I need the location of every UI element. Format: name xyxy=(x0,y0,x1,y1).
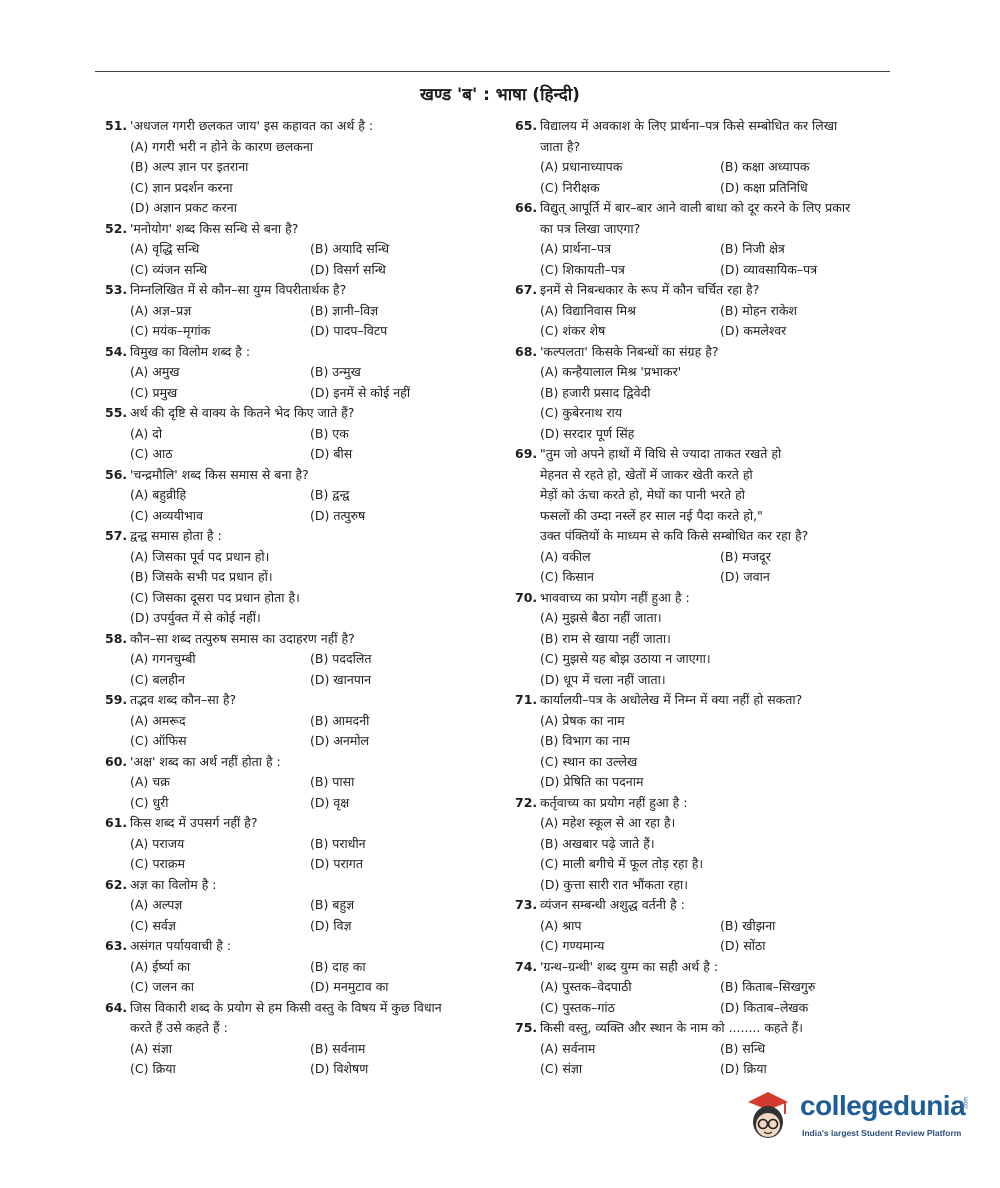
answer-option[interactable]: (B) सर्वनाम xyxy=(310,1040,366,1056)
answer-option[interactable]: (B) राम से खाया नहीं जाता। xyxy=(540,630,671,646)
question-number: 70. xyxy=(515,589,538,605)
question-text: 'अक्ष' शब्द का अर्थ नहीं होता है : xyxy=(130,753,281,769)
answer-option[interactable]: (C) आठ xyxy=(130,446,173,461)
question-number: 66. xyxy=(515,200,538,215)
question-text: 'मनोयोग' शब्द किस सन्धि से बना है? xyxy=(130,220,299,236)
answer-option[interactable]: (C) स्थान का उल्लेख xyxy=(540,753,638,769)
question-block xyxy=(105,403,505,465)
answer-option[interactable]: (C) ऑफिस xyxy=(130,733,187,748)
options-group xyxy=(515,813,905,895)
answer-option[interactable]: (A) वकील xyxy=(540,548,591,564)
graduate-mascot-icon xyxy=(744,1088,792,1140)
answer-option[interactable]: (A) विद्यानिवास मिश्र xyxy=(540,302,636,318)
question-text: 'कल्पलता' किसके निबन्धों का संग्रह है? xyxy=(540,343,719,359)
question-text: विमुख का विलोम शब्द है : xyxy=(130,343,251,359)
answer-option[interactable]: (B) पददलित xyxy=(310,651,372,666)
answer-option[interactable]: (A) अल्पज्ञ xyxy=(130,897,183,912)
answer-option[interactable]: (B) अल्प ज्ञान पर इतराना xyxy=(130,159,249,174)
question-text: कर्तृवाच्य का प्रयोग नहीं हुआ है : xyxy=(540,794,688,810)
answer-option[interactable]: (A) संज्ञा xyxy=(130,1040,172,1056)
answer-option[interactable]: (C) ज्ञान प्रदर्शन करना xyxy=(130,179,233,195)
answer-option[interactable]: (A) चक्र xyxy=(130,774,170,789)
question-text: व्यंजन सम्बन्धी अशुद्ध वर्तनी है : xyxy=(540,897,685,912)
answer-option[interactable]: (C) निरीक्षक xyxy=(540,179,600,195)
question-number: 64. xyxy=(105,999,128,1015)
question-number: 75. xyxy=(515,1020,538,1035)
answer-option[interactable]: (D) कुत्ता सारी रात भौंकता रहा। xyxy=(540,876,688,892)
question-text: विद्युत् आपूर्ति में बार–बार आने वाली बाधा को दूर करने के लिए प्रकार xyxy=(540,200,851,215)
answer-option[interactable]: (A) दो xyxy=(130,425,163,441)
answer-option[interactable]: (C) पराक्रम xyxy=(130,856,185,871)
question-number: 68. xyxy=(515,343,538,359)
question-block xyxy=(515,957,905,1019)
question-line xyxy=(515,895,905,916)
question-block xyxy=(515,1018,905,1080)
question-number: 61. xyxy=(105,815,128,830)
options-group xyxy=(105,301,505,342)
question-line xyxy=(515,116,905,137)
answer-option[interactable]: (D) खानपान xyxy=(310,671,372,687)
question-number: 53. xyxy=(105,282,128,297)
answer-option[interactable]: (A) कन्हैयालाल मिश्र 'प्रभाकर' xyxy=(540,364,682,379)
question-block xyxy=(105,936,505,998)
question-number: 63. xyxy=(105,938,128,953)
answer-option[interactable]: (D) विसर्ग सन्धि xyxy=(310,261,386,277)
answer-option[interactable]: (A) गगनचुम्बी xyxy=(130,651,196,666)
question-line xyxy=(105,875,505,896)
question-number: 67. xyxy=(515,282,538,297)
question-line xyxy=(515,198,905,219)
question-block xyxy=(515,280,905,342)
answer-option[interactable]: (D) प्रेषिति का पदनाम xyxy=(540,774,644,789)
answer-option[interactable]: (B) किताब–सिखगुरु xyxy=(720,979,816,994)
answer-option[interactable]: (C) संज्ञा xyxy=(540,1061,583,1076)
answer-option[interactable]: (C) जिसका दूसरा पद प्रधान होता है। xyxy=(130,589,300,605)
answer-option[interactable]: (D) बीस xyxy=(310,446,353,461)
question-line xyxy=(105,219,505,240)
answer-option[interactable]: (B) ज्ञानी–विज्ञ xyxy=(310,302,379,318)
question-line xyxy=(515,1018,905,1039)
answer-option[interactable]: (C) कुबेरनाथ राय xyxy=(540,405,623,420)
answer-option[interactable]: (B) बहुज्ञ xyxy=(310,897,355,912)
answer-option[interactable]: (B) मोहन राकेश xyxy=(720,302,798,318)
answer-option[interactable]: (D) कक्षा प्रतिनिधि xyxy=(720,179,808,195)
question-text: 'अधजल गगरी छलकत जाय' इस कहावत का अर्थ है : xyxy=(130,118,374,133)
answer-option[interactable]: (B) दाह का xyxy=(310,958,366,974)
answer-option[interactable]: (D) जवान xyxy=(720,569,770,584)
question-text: कौन–सा शब्द तत्पुरुष समास का उदाहरण नहीं है? xyxy=(130,630,355,646)
answer-option[interactable]: (A) प्रार्थना–पत्र xyxy=(540,241,612,256)
answer-option[interactable]: (C) अव्ययीभाव xyxy=(130,507,203,523)
collegedunia-logo[interactable] xyxy=(744,1086,974,1146)
options-group xyxy=(105,834,505,875)
question-number: 57. xyxy=(105,528,128,543)
question-text: 'ग्रन्थ–ग्रन्थी' शब्द युग्म का सही अर्थ है : xyxy=(540,958,719,974)
options-group xyxy=(105,1039,505,1080)
answer-option[interactable]: (A) महेश स्कूल से आ रहा है। xyxy=(540,815,676,830)
answer-option[interactable]: (B) निजी क्षेत्र xyxy=(720,241,785,256)
answer-option[interactable]: (A) जिसका पूर्व पद प्रधान हो। xyxy=(130,548,270,564)
answer-option[interactable]: (C) धुरी xyxy=(130,794,169,810)
answer-option[interactable]: (B) जिसके सभी पद प्रधान हों। xyxy=(130,569,273,584)
question-text-continued: जाता है? xyxy=(540,138,581,154)
options-group xyxy=(105,649,505,690)
answer-option[interactable]: (D) मनमुटाव का xyxy=(310,979,389,994)
answer-option[interactable]: (D) उपर्युक्त में से कोई नहीं। xyxy=(130,610,261,625)
answer-option[interactable]: (A) प्रधानाध्यापक xyxy=(540,159,623,174)
question-text: "तुम जो अपने हाथों में विधि से ज्यादा ताकत रखते हो xyxy=(540,446,782,461)
question-text: अर्थ की दृष्टि से वाक्य के कितने भेद किए जाते हैं? xyxy=(130,405,355,420)
options-group xyxy=(515,977,905,1018)
answer-option[interactable]: (C) शंकर शेष xyxy=(540,323,606,338)
options-group xyxy=(105,424,505,465)
question-text: अज्ञ का विलोम है : xyxy=(130,876,217,892)
answer-option[interactable]: (A) पराजय xyxy=(130,835,185,851)
answer-option[interactable]: (B) सन्धि xyxy=(720,1040,766,1056)
answer-option[interactable]: (C) बलहीन xyxy=(130,671,185,687)
logo-wordmark: collegedunia xyxy=(800,1090,966,1121)
question-line xyxy=(105,629,505,650)
question-line xyxy=(515,280,905,301)
answer-option[interactable]: (C) व्यंजन सन्धि xyxy=(130,261,208,277)
question-number: 72. xyxy=(515,794,538,810)
question-text: निम्नलिखित में से कौन–सा युग्म विपरीतार्थक है? xyxy=(130,282,347,297)
question-block xyxy=(105,116,505,219)
options-group xyxy=(105,485,505,526)
answer-option[interactable]: (D) धूप में चला नहीं जाता। xyxy=(540,671,666,687)
question-number: 52. xyxy=(105,220,128,236)
options-group xyxy=(515,1039,905,1080)
header-rule xyxy=(95,71,890,72)
options-group xyxy=(105,547,505,629)
answer-option[interactable]: (C) माली बगीचे में फूल तोड़ रहा है। xyxy=(540,856,704,871)
answer-option[interactable]: (D) क्रिया xyxy=(720,1061,767,1076)
answer-option[interactable]: (D) पादप–विटप xyxy=(310,323,388,338)
question-block xyxy=(105,526,505,629)
answer-option[interactable]: (C) मयंक–मृगांक xyxy=(130,323,211,338)
question-line xyxy=(105,280,505,301)
options-group xyxy=(515,301,905,342)
question-block xyxy=(105,465,505,527)
question-line xyxy=(515,957,905,978)
question-text-continued: करते हैं उसे कहते हैं : xyxy=(130,1020,228,1035)
question-text: कार्यालयी–पत्र के अधोलेख में निम्न में क्या नहीं हो सकता? xyxy=(540,692,803,707)
question-block xyxy=(515,690,905,793)
options-group xyxy=(105,362,505,403)
question-text: किस शब्द में उपसर्ग नहीं है? xyxy=(130,815,258,830)
answer-option[interactable]: (B) पराधीन xyxy=(310,835,366,851)
question-line xyxy=(105,116,505,137)
answer-option[interactable]: (D) अज्ञान प्रकट करना xyxy=(130,200,237,215)
question-line xyxy=(105,813,505,834)
question-number: 55. xyxy=(105,405,128,420)
options-group xyxy=(515,711,905,793)
question-text-continued: फसलों की उम्दा नस्लें हर साल नई पैदा करते हो," xyxy=(540,507,763,523)
logo-tagline: India's largest Student Review Platform xyxy=(802,1128,962,1138)
answer-option[interactable]: (A) बहुव्रीहि xyxy=(130,487,187,502)
options-group xyxy=(515,608,905,690)
options-group xyxy=(105,895,505,936)
answer-option[interactable]: (D) व्यावसायिक–पत्र xyxy=(720,261,818,277)
answer-option[interactable]: (A) गगरी भरी न होने के कारण छलकना xyxy=(130,138,314,154)
answer-option[interactable]: (D) वृक्ष xyxy=(310,794,350,810)
question-block xyxy=(105,813,505,875)
question-number: 71. xyxy=(515,692,538,707)
question-block xyxy=(515,793,905,896)
question-line xyxy=(105,342,505,363)
question-block xyxy=(515,444,905,588)
options-group xyxy=(515,547,905,588)
answer-option[interactable]: (B) मजदूर xyxy=(720,548,771,564)
question-number: 73. xyxy=(515,897,538,912)
question-text-continued: मेड़ों को ऊंचा करते हो, मेघों का पानी भरते हो xyxy=(540,487,746,502)
answer-option[interactable]: (B) एक xyxy=(310,425,349,441)
question-number: 54. xyxy=(105,343,128,359)
answer-option[interactable]: (C) गण्यमान्य xyxy=(540,938,605,953)
answer-option[interactable]: (D) विशेषण xyxy=(310,1061,369,1076)
answer-option[interactable]: (C) क्रिया xyxy=(130,1061,176,1076)
question-line xyxy=(515,793,905,814)
answer-option[interactable]: (B) विभाग का नाम xyxy=(540,733,630,748)
question-block xyxy=(105,629,505,691)
answer-option[interactable]: (D) अनमोल xyxy=(310,733,370,748)
question-number: 56. xyxy=(105,466,128,482)
question-block xyxy=(515,342,905,445)
options-group xyxy=(515,916,905,957)
question-number: 69. xyxy=(515,446,538,461)
answer-option[interactable]: (D) तत्पुरुष xyxy=(310,507,366,523)
question-block xyxy=(515,198,905,280)
question-block xyxy=(515,895,905,957)
answer-option[interactable]: (A) प्रेषक का नाम xyxy=(540,712,625,728)
answer-option[interactable]: (B) पासा xyxy=(310,774,355,789)
question-text: 'चन्द्रमौलि' शब्द किस समास से बना है? xyxy=(130,466,309,482)
answer-option[interactable]: (D) इनमें से कोई नहीं xyxy=(310,384,411,400)
question-block xyxy=(105,219,505,281)
question-line xyxy=(105,403,505,424)
question-block xyxy=(105,280,505,342)
answer-option[interactable]: (B) हजारी प्रसाद द्विवेदी xyxy=(540,384,651,400)
question-block xyxy=(515,588,905,691)
answer-option[interactable]: (D) सरदार पूर्ण सिंह xyxy=(540,425,635,441)
question-line xyxy=(515,444,905,465)
options-group xyxy=(105,957,505,998)
question-line xyxy=(105,998,505,1019)
answer-option[interactable]: (A) वृद्धि सन्धि xyxy=(130,241,200,256)
logo-suffix: .com xyxy=(963,1096,970,1110)
question-number: 60. xyxy=(105,753,128,769)
options-group xyxy=(515,362,905,444)
answer-option[interactable]: (C) मुझसे यह बोझ उठाया न जाएगा। xyxy=(540,651,711,666)
answer-option[interactable]: (A) अमुख xyxy=(130,364,180,379)
answer-option[interactable]: (A) सर्वनाम xyxy=(540,1040,596,1056)
question-text: भाववाच्य का प्रयोग नहीं हुआ है : xyxy=(540,589,690,605)
options-group xyxy=(105,711,505,752)
answer-option[interactable]: (A) अमरूद xyxy=(130,712,186,728)
answer-option[interactable]: (B) द्वन्द्व xyxy=(310,487,350,502)
answer-option[interactable]: (A) पुस्तक–वेदपाठी xyxy=(540,979,632,994)
question-text-continued: मेहनत से रहते हो, खेतों में जाकर खेती करते हो xyxy=(540,466,753,482)
answer-option[interactable]: (A) ईर्ष्या का xyxy=(130,958,191,974)
question-line xyxy=(105,936,505,957)
options-group xyxy=(515,239,905,280)
question-text: तद्भव शब्द कौन–सा है? xyxy=(130,692,237,707)
answer-option[interactable]: (C) किसान xyxy=(540,569,594,584)
question-number: 62. xyxy=(105,876,128,892)
question-number: 51. xyxy=(105,118,128,133)
question-block xyxy=(105,342,505,404)
left-column xyxy=(105,116,505,1080)
question-number: 58. xyxy=(105,630,128,646)
question-text: जिस विकारी शब्द के प्रयोग से हम किसी वस्तु के विषय में कुछ विधान xyxy=(130,999,442,1015)
answer-option[interactable]: (B) खीझना xyxy=(720,917,776,933)
answer-option[interactable]: (B) उन्मुख xyxy=(310,364,361,379)
options-group xyxy=(515,157,905,198)
answer-option[interactable]: (C) प्रमुख xyxy=(130,384,178,400)
question-line xyxy=(105,690,505,711)
answer-option[interactable]: (D) विज्ञ xyxy=(310,917,352,933)
answer-option[interactable]: (C) पुस्तक–गांठ xyxy=(540,999,615,1015)
answer-option[interactable]: (D) परागत xyxy=(310,856,363,871)
question-line xyxy=(105,752,505,773)
question-block xyxy=(105,752,505,814)
answer-option[interactable]: (A) मुझसे बैठा नहीं जाता। xyxy=(540,610,662,625)
options-group xyxy=(105,239,505,280)
answer-option[interactable]: (B) अखबार पढ़े जाते हैं। xyxy=(540,835,655,851)
answer-option[interactable]: (B) आमदनी xyxy=(310,712,370,728)
options-group xyxy=(105,137,505,219)
question-text: द्वन्द्व समास होता है : xyxy=(130,528,222,543)
question-number: 74. xyxy=(515,958,538,974)
answer-option[interactable]: (C) जलन का xyxy=(130,979,194,994)
question-block xyxy=(105,690,505,752)
question-line xyxy=(515,342,905,363)
answer-option[interactable]: (B) अयादि सन्धि xyxy=(310,241,390,256)
question-text: विद्यालय में अवकाश के लिए प्रार्थना–पत्र किसे सम्बोधित कर लिखा xyxy=(540,118,838,133)
question-text: इनमें से निबन्धकार के रूप में कौन चर्चित रहा है? xyxy=(540,282,760,297)
answer-option[interactable]: (C) सर्वज्ञ xyxy=(130,917,176,933)
answer-option[interactable]: (A) श्राप xyxy=(540,917,582,933)
question-block xyxy=(105,998,505,1080)
question-block xyxy=(105,875,505,937)
answer-option[interactable]: (B) कक्षा अध्यापक xyxy=(720,159,810,174)
answer-option[interactable]: (D) कमलेश्वर xyxy=(720,323,787,338)
question-line xyxy=(515,588,905,609)
question-text-continued: का पत्र लिखा जाएगा? xyxy=(540,220,641,236)
section-title: खण्ड 'ब' : भाषा (हिन्दी) xyxy=(420,85,580,105)
answer-option[interactable]: (C) शिकायती–पत्र xyxy=(540,261,625,277)
answer-option[interactable]: (D) किताब–लेखक xyxy=(720,999,809,1015)
question-line xyxy=(105,465,505,486)
question-number: 65. xyxy=(515,118,538,133)
question-text-continued: उक्त पंक्तियों के माध्यम से कवि किसे सम्बोधित कर रहा है? xyxy=(540,528,809,543)
options-group xyxy=(105,772,505,813)
right-column xyxy=(515,116,905,1080)
question-line xyxy=(515,690,905,711)
question-line xyxy=(105,526,505,547)
answer-option[interactable]: (A) अज्ञ–प्रज्ञ xyxy=(130,302,192,318)
question-block xyxy=(515,116,905,198)
question-text: असंगत पर्यायवाची है : xyxy=(130,938,232,953)
question-number: 59. xyxy=(105,692,128,707)
question-text: किसी वस्तु, व्यक्ति और स्थान के नाम को ........ कहते हैं। xyxy=(540,1020,804,1035)
answer-option[interactable]: (D) सोंठा xyxy=(720,938,766,953)
